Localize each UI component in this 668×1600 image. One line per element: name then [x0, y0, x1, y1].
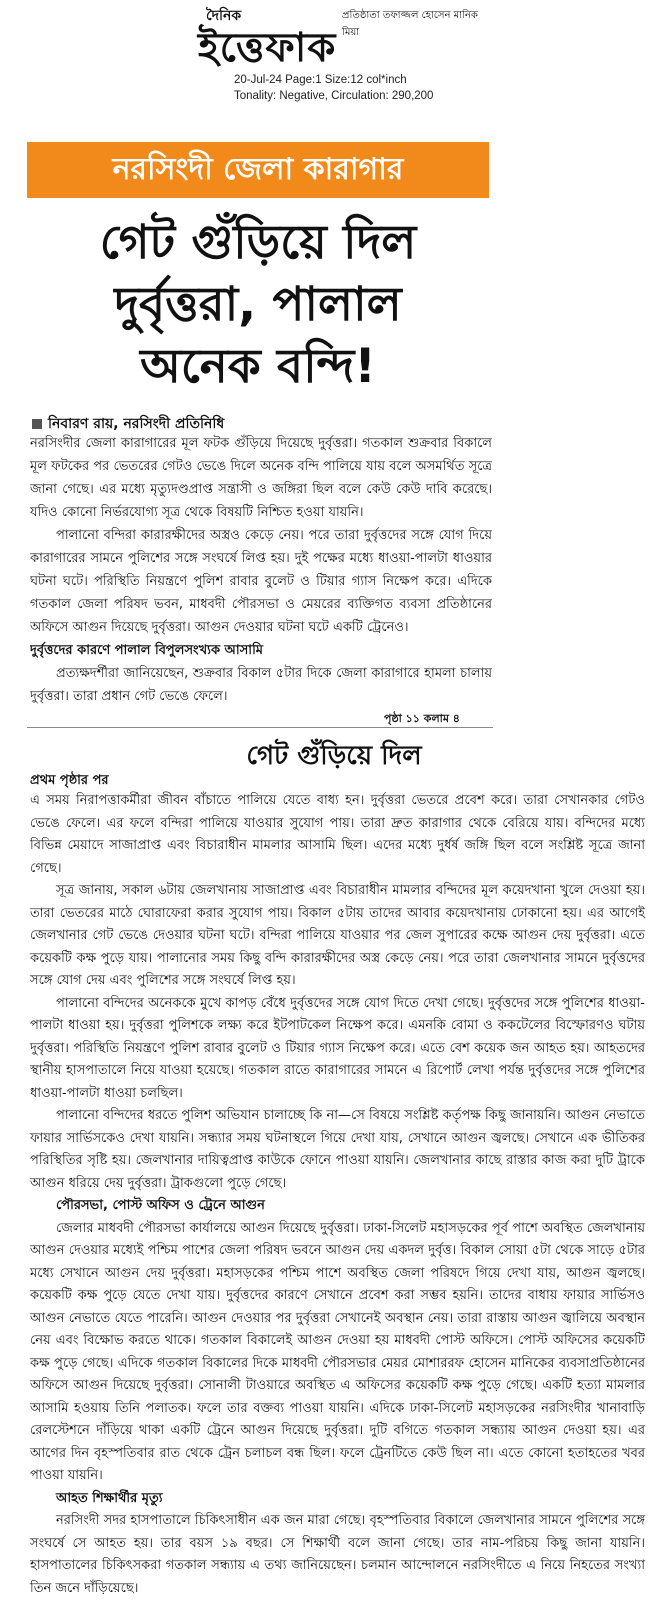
continued-paragraph-2: সূত্র জানায়, সকাল ৬টায় জেলখানায় সাজাপ্রাপ্ত এবং বিচারাধীন মামলার বন্দিদের মূল কয়েদখানা খুলে দেওয়া হয়। তারা ভেতরের মাঠে ঘোরাফেরা করার সুযোগ পায়। বিকাল ৫টায় তাদের আবার কয়েদখানায় ঢোকানো হয়। এর আগেই জেলখানার গেট ভেঙে দেওয়ার ঘটনা ঘটে। বন্দিরা পালিয়ে যাওয়ার পর জেল সুপারের কক্ষে আগুন দেয় দুর্বৃত্তরা। এতে কয়েকটি কক্ষ পুড়ে যায়। পালানোর সময় কিছু বন্দি কারারক্ষীদের অস্ত্র কেড়ে নেয়। পরে তারা জেলখানার সামনে দুর্বৃত্তদের সঙ্গে যোগ দেয় এবং পুলিশের সঙ্গে সংঘর্ষে লিপ্ত হয়।	[30, 883, 645, 988]
continued-paragraph-6: নরসিংদী সদর হাসপাতালে চিকিৎসাধীন এক জন মারা গেছে। বৃহস্পতিবার বিকালে জেলখানার সামনে পুলিশের সঙ্গে সংঘর্ষে সে আহত হয়। তার বয়স ১৯ বছর। সে শিক্ষার্থী বলে জানা গেছে। তার নাম-পরিচয় কিছু জানা যায়নি। হাসপাতালের চিকিৎসকরা গতকাল সন্ধ্যায় এ তথ্য জানিয়েছেন। চলমান আন্দোলনে নরসিংদীতে এ নিয়ে নিহতের সংখ্যা তিন জনে দাঁড়িয়েছে।	[30, 1513, 645, 1596]
meta-line-1: 20-Jul-24 Page:1 Size:12 col*inch	[234, 74, 407, 86]
clipping-meta	[234, 72, 433, 104]
kicker-text: নরসিংদী জেলা কারাগার	[112, 151, 404, 187]
section-divider	[27, 727, 493, 728]
continued-paragraph-5: জেলার মাধবদী পৌরসভা কার্যালয়ে আগুন দিয়েছে দুর্বৃত্তরা। ঢাকা-সিলেট মহাসড়কের পূর্ব পাশে অবস্থিত জেলখানায় আগুন দেওয়ার মধ্যেই পশ্চিম পাশের জেলা পরিষদ ভবনে আগুন দেয় একদল দুর্বৃত্ত। বিকাল সোয়া ৫টা থেকে সাড়ে ৫টার মধ্যে সেখানে আগুন দেয় দুর্বৃত্তরা। মহাসড়কের পশ্চিম পাশে অবস্থিত জেলা পরিষদে গিয়ে দেখা যায়, আগুন জ্বলছে। কয়েকটি কক্ষ পুড়ে যেতে দেখা যায়। দুর্বৃত্তদের কারণে সেখানে প্রবেশ করা সম্ভব হয়নি। তাদের বাধায় ফায়ার সার্ভিসও আগুন নেভাতে যেতে পারেনি। আগুন দেওয়ার পর দুর্বৃত্তরা সেখানেই অবস্থান নেয়। তারা রাস্তায় আগুন জ্বালিয়ে অবস্থান নেয় এবং বিক্ষোভ করতে থাকে। গতকাল বিকালেই আগুন দেওয়া হয় মাধবদী পোস্ট অফিসে। পোস্ট অফিসের কয়েকটি কক্ষ পুড়ে গেছে। এদিকে গতকাল বিকালের দিকে মাধবদী পৌরসভার মেয়র মোশাররফ হোসেন মানিকের ব্যবসাপ্রতিষ্ঠানের অফিসে আগুন দিয়েছে দুর্বৃত্তরা। সোনালী টাওয়ারে অবস্থিত এ অফিসের কয়েকটি কক্ষ পুড়ে গেছে। একটি হত্যা মামলার আসামি হওয়ায় তিনি পলাতক। ফলে তার বক্তব্য পাওয়া যায়নি। এদিকে ঢাকা-সিলেট মহাসড়কের নরসিংদীর খানাবাড়ি রেলস্টেশনে দাঁড়িয়ে থাকা একটি ট্রেনে আগুন দিয়েছে দুর্বৃত্তরা। দুটি বগিতে গতকাল সন্ধ্যায় আগুন দেওয়া হয়। এর আগের দিন বৃহস্পতিবার রাত থেকে ট্রেন চলাচল বন্ধ ছিল। ফলে ট্রেনটিতে কেউ ছিল না। এতে কোনো হতাহতের খবর পাওয়া যায়নি।	[30, 1220, 645, 1483]
continued-from: প্রথম পৃষ্ঠার পর	[30, 773, 109, 788]
continued-paragraph-4: পালানো বন্দিদের ধরতে পুলিশ অভিযান চালাচ্ছে কি না—সে বিষয়ে সংশ্লিষ্ট কর্তৃপক্ষ কিছু জানায়নি। আগুন নেভাতে ফায়ার সার্ভিসকেও দেখা যায়নি। সন্ধ্যার সময় ঘটনাস্থলে গিয়ে দেখা যায়, সেখানে আগুন জ্বলছে। সেখানে এক ভীতিকর পরিস্থিতির সৃষ্টি হয়। জেলখানার দায়িত্বপ্রাপ্ত কাউকে ফোনে পাওয়া যায়নি। জেলখানার কাছে রাস্তার কাজ করা দুটি ট্রাকে আগুন ধরিয়ে দেয় দুর্বৃত্তরা। ট্রাকগুলো পুড়ে গেছে।	[30, 1108, 645, 1191]
masthead-prefix: দৈনিক	[206, 8, 242, 24]
masthead-logo: ইত্তেফাক	[198, 25, 337, 71]
masthead-tagline: প্রতিষ্ঠাতা তফাজ্জল হোসেন মানিক মিয়া	[342, 10, 478, 38]
continued-article-body	[30, 790, 645, 1600]
continued-paragraph-1: এ সময় নিরাপত্তাকর্মীরা জীবন বাঁচাতে পালিয়ে যেতে বাধ্য হন। দুর্বৃত্তরা ভেতরে প্রবেশ করে। তারা সেখানকার গেটও ভেঙে ফেলে। এর ফলে বন্দিরা পালিয়ে যাওয়ার সুযোগ পায়। তারা দ্রুত কারাগার থেকে বেরিয়ে যায়। বন্দিদের মধ্যে বিভিন্ন মেয়াদে সাজাপ্রাপ্ত এবং বিচারাধীন মামলার আসামি ছিল। এদের মধ্যে দুর্ধর্ষ জঙ্গি ছিল বলে সংশ্লিষ্ট সূত্রে জানা গেছে।	[30, 793, 645, 876]
front-subhead: দুর্বৃত্তদের কারণে পালাল বিপুলসংখ্যক আসামি	[30, 643, 264, 658]
front-paragraph-2: পালানো বন্দিরা কারারক্ষীদের অস্ত্রও কেড়ে নেয়। পরে তারা দুর্বৃত্তদের সঙ্গে যোগ দিয়ে কারাগারের সামনে পুলিশের সঙ্গে সংঘর্ষে লিপ্ত হয়। দুই পক্ষের মধ্যে ধাওয়া-পালটা ধাওয়ার ঘটনা ঘটে। পরিস্থিতি নিয়ন্ত্রণে পুলিশ রাবার বুলেট ও টিয়ার গ্যাস নিক্ষেপ করে। এদিকে গতকাল জেলা পরিষদ ভবন, মাধবদী পৌরসভা ও মেয়রের ব্যক্তিগত ব্যবসা প্রতিষ্ঠানের অফিসে আগুন দিয়েছে দুর্বৃত্তরা। আগুন দেওয়ার ঘটনা ঘটে একটি ট্রেনেও।	[30, 528, 492, 635]
front-paragraph-3: প্রত্যক্ষদর্শীরা জানিয়েছেন, শুক্রবার বিকাল ৫টার দিকে জেলা কারাগারে হামলা চালায় দুর্বৃত্তরা। তারা প্রধান গেট ভেঙে ফেলে।	[30, 666, 492, 704]
continued-subhead-2: আহত শিক্ষার্থীর মৃত্যু	[56, 1490, 163, 1506]
headline-line-3: অনেক বন্দি!	[140, 339, 376, 394]
masthead	[196, 4, 496, 72]
continued-paragraph-3: পালানো বন্দিদের অনেককে মুখে কাপড় বেঁধে দুর্বৃত্তদের সঙ্গে যোগ দিতে দেখা গেছে। দুর্বৃত্তদের সঙ্গে পুলিশের ধাওয়া-পালটা ধাওয়া হয়। দুর্বৃত্তরা পুলিশকে লক্ষ্য করে ইটপাটকেল নিক্ষেপ করে। এমনকি বোমা ও ককটেলের বিস্ফোরণও ঘটায় দুর্বৃত্তরা। পরিস্থিতি নিয়ন্ত্রণে পুলিশ রাবার বুলেট ও টিয়ার গ্যাস নিক্ষেপ করে। এতে বেশ কয়েক জন আহত হয়। আহতদের স্থানীয় হাসপাতালে নিয়ে যাওয়া হয়েছে। গতকাল রাতে কারাগারের সামনে এ রিপোর্ট লেখা পর্যন্ত দুর্বৃত্তদের সঙ্গে পুলিশের ধাওয়া-পালটা ধাওয়া চলছিল।	[30, 995, 645, 1101]
byline-square-icon	[32, 419, 42, 429]
front-article-body	[30, 432, 492, 724]
continued-subhead-1: পৌরসভা, পোস্ট অফিস ও ট্রেনে আগুন	[56, 1198, 265, 1213]
meta-line-2: Tonality: Negative, Circulation: 290,200	[234, 90, 434, 102]
headline-line-2: দুর্বৃত্তরা, পালাল	[114, 277, 402, 332]
front-paragraph-1: নরসিংদীর জেলা কারাগারের মূল ফটক গুঁড়িয়ে দিয়েছে দুর্বৃত্তরা। গতকাল শুক্রবার বিকালে মূল ফটকের পর ভেতরের গেটও ভেঙে দিলে অনেক বন্দি পালিয়ে যায় বলে অসমর্থিত সূত্রে জানা গেছে। এর মধ্যে মৃত্যুদণ্ডপ্রাপ্ত সন্ত্রাসী ও জঙ্গিরা ছিল বলে কেউ কেউ দাবি করেছে। যদিও কোনো নির্ভরযোগ্য সূত্র থেকে বিষয়টি নিশ্চিত হওয়া যায়নি।	[30, 436, 492, 520]
continued-title: গেট গুঁড়িয়ে দিল	[246, 741, 422, 771]
headline	[27, 212, 489, 398]
headline-line-1: গেট গুঁড়িয়ে দিল	[99, 215, 417, 270]
jump-line: পৃষ্ঠা ১১ কলাম ৪	[382, 710, 462, 729]
byline-text: নিবারণ রায়, নরসিংদী প্রতিনিধি	[48, 416, 225, 432]
kicker-banner	[27, 142, 489, 198]
